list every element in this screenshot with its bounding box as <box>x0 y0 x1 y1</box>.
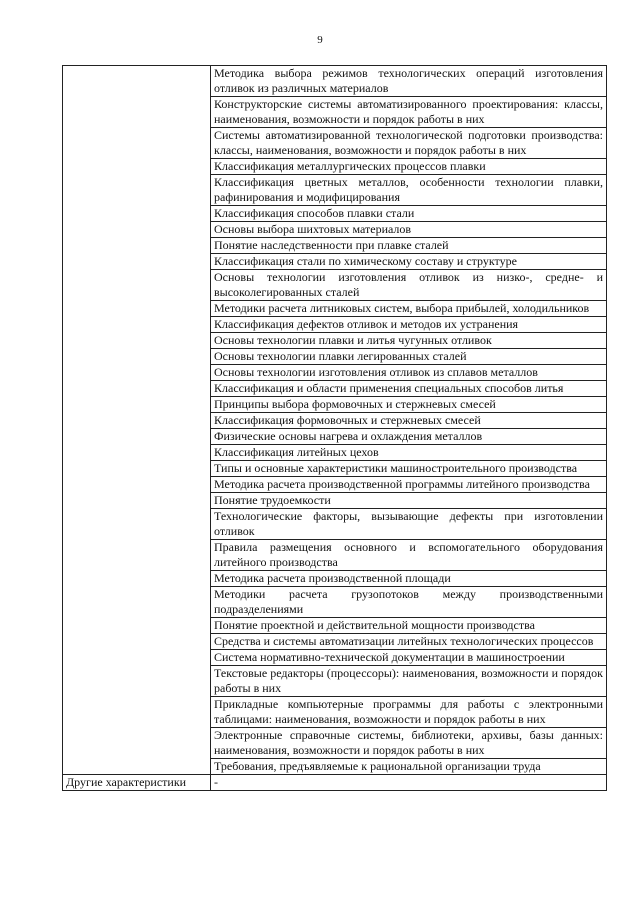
knowledge-item: Методики расчета грузопотоков между производственными подразделениями <box>211 587 607 618</box>
knowledge-item: Системы автоматизированной технологической подготовки производства: классы, наименования, возможности и порядок работы в них <box>211 128 607 159</box>
knowledge-item: Классификация стали по химическому составу и структуре <box>211 254 607 270</box>
other-characteristics-value: - <box>211 775 607 791</box>
knowledge-item: Методика расчета производственной программы литейного производства <box>211 477 607 493</box>
knowledge-item: Классификация формовочных и стержневых смесей <box>211 413 607 429</box>
knowledge-item: Средства и системы автоматизации литейных технологических процессов <box>211 634 607 650</box>
knowledge-item: Основы выбора шихтовых материалов <box>211 222 607 238</box>
knowledge-item: Конструкторские системы автоматизированного проектирования: классы, наименования, возможности и порядок работы в них <box>211 97 607 128</box>
knowledge-item: Прикладные компьютерные программы для работы с электронными таблицами: наименования, возможности и порядок работы в них <box>211 697 607 728</box>
other-characteristics-label: Другие характеристики <box>63 775 211 791</box>
knowledge-item: Электронные справочные системы, библиотеки, архивы, базы данных: наименования, возможности и порядок работы в них <box>211 728 607 759</box>
knowledge-item: Требования, предъявляемые к рациональной организации труда <box>211 759 607 775</box>
knowledge-item: Классификация цветных металлов, особенности технологии плавки, рафинирования и модифицирования <box>211 175 607 206</box>
knowledge-item: Основы технологии изготовления отливок из сплавов металлов <box>211 365 607 381</box>
knowledge-item: Технологические факторы, вызывающие дефекты при изготовлении отливок <box>211 509 607 540</box>
knowledge-item: Понятие наследственности при плавке сталей <box>211 238 607 254</box>
knowledge-item: Принципы выбора формовочных и стержневых смесей <box>211 397 607 413</box>
knowledge-item: Основы технологии изготовления отливок из низко-, средне- и высоколегированных сталей <box>211 270 607 301</box>
knowledge-item: Классификация способов плавки стали <box>211 206 607 222</box>
other-characteristics-row <box>63 775 607 791</box>
knowledge-item: Текстовые редакторы (процессоры): наименования, возможности и порядок работы в них <box>211 666 607 697</box>
required-knowledge-label-cell <box>63 66 211 775</box>
knowledge-item: Правила размещения основного и вспомогательного оборудования литейного производства <box>211 540 607 571</box>
requirements-table <box>62 65 607 791</box>
table-row <box>63 66 607 97</box>
knowledge-item: Классификация металлургических процессов плавки <box>211 159 607 175</box>
knowledge-item: Классификация дефектов отливок и методов их устранения <box>211 317 607 333</box>
page-number: 9 <box>317 34 323 46</box>
knowledge-item: Система нормативно-технической документации в машиностроении <box>211 650 607 666</box>
knowledge-item: Классификация литейных цехов <box>211 445 607 461</box>
knowledge-item: Основы технологии плавки легированных сталей <box>211 349 607 365</box>
knowledge-item: Типы и основные характеристики машиностроительного производства <box>211 461 607 477</box>
knowledge-item: Основы технологии плавки и литья чугунных отливок <box>211 333 607 349</box>
knowledge-item: Физические основы нагрева и охлаждения металлов <box>211 429 607 445</box>
knowledge-item: Методика расчета производственной площади <box>211 571 607 587</box>
table-body <box>63 66 607 791</box>
knowledge-item: Классификация и области применения специальных способов литья <box>211 381 607 397</box>
knowledge-item: Методики расчета литниковых систем, выбора прибылей, холодильников <box>211 301 607 317</box>
knowledge-item: Методика выбора режимов технологических операций изготовления отливок из различных материалов <box>211 66 607 97</box>
knowledge-item: Понятие трудоемкости <box>211 493 607 509</box>
knowledge-item: Понятие проектной и действительной мощности производства <box>211 618 607 634</box>
